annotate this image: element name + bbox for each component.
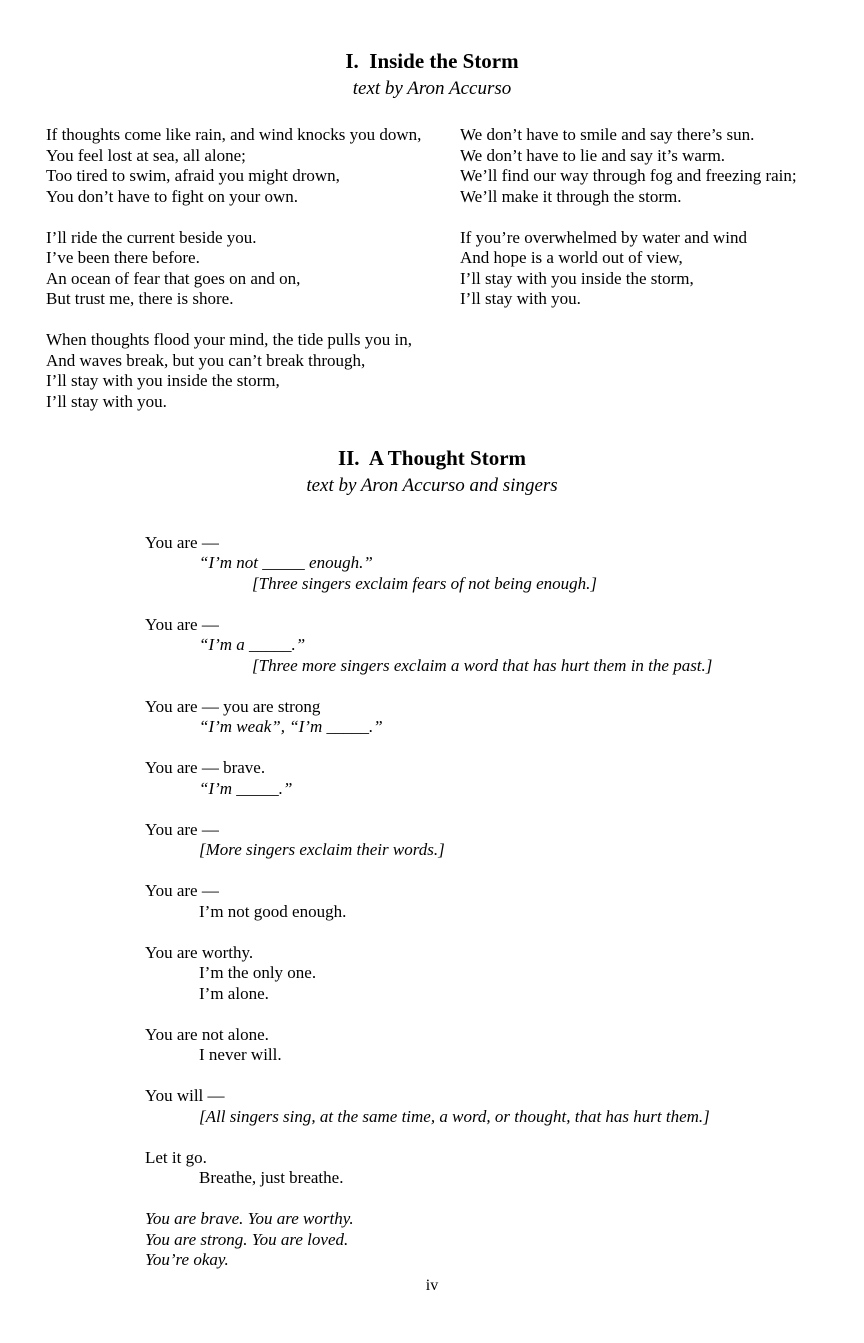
lyric-line: “I’m weak”, “I’m _____.” (199, 717, 383, 736)
lyric-line: You don’t have to fight on your own. (46, 186, 299, 206)
lyric-line: You are — (145, 532, 219, 552)
section2-lyrics (145, 533, 864, 1271)
stanza (460, 125, 864, 207)
lyric-line: Let it go. (145, 1147, 207, 1167)
stage-direction: [More singers exclaim their words.] (199, 840, 445, 859)
lyric-line: We don’t have to smile and say there’s sun. (460, 125, 755, 144)
stage-direction: [Three more singers exclaim a word that has hurt them in the past.] (252, 655, 713, 675)
stanza (460, 228, 864, 310)
lyric-line: You are — you are strong (145, 696, 321, 716)
lyric-line: If you’re overwhelmed by water and wind (460, 227, 748, 247)
section1-title: I. Inside the Storm (345, 49, 519, 73)
lyric-line: You feel lost at sea, all alone; (46, 145, 246, 165)
lyric-line: I’ll stay with you inside the storm, (46, 371, 280, 390)
lyric-line: We’ll find our way through fog and freezing rain; (460, 166, 797, 185)
stanza (145, 1086, 864, 1127)
stanza (145, 1025, 864, 1066)
lyric-line: I’ve been there before. (46, 248, 200, 267)
stanza (145, 758, 864, 799)
stanza (145, 820, 864, 861)
lyric-line: If thoughts come like rain, and wind knocks you down, (46, 125, 422, 144)
lyric-line: You are — brave. (145, 758, 266, 777)
lyric-line: I’ll stay with you. (46, 391, 167, 411)
stanza (145, 1148, 864, 1189)
lyric-line: “I’m _____.” (199, 778, 293, 798)
lyric-line: We don’t have to lie and say it’s warm. (460, 145, 726, 165)
stanza (46, 330, 460, 412)
lyric-line: Breathe, just breathe. (199, 1168, 344, 1187)
lyric-line: You are — (145, 819, 219, 839)
lyric-line: I’ll ride the current beside you. (46, 227, 257, 247)
lyric-line: When thoughts flood your mind, the tide pulls you in, (46, 330, 412, 349)
section1-right-column (460, 125, 864, 433)
stanza (145, 1209, 864, 1271)
section1-lyrics-columns (0, 125, 864, 433)
stanza (145, 943, 864, 1005)
lyric-line: And waves break, but you can’t break through, (46, 350, 366, 370)
lyric-line: You are worthy. (145, 942, 254, 962)
lyric-line: We’ll make it through the storm. (460, 186, 682, 206)
stanza (145, 881, 864, 922)
lyric-line: I never will. (199, 1045, 282, 1064)
section1-left-column (46, 125, 460, 433)
stanza (46, 125, 460, 207)
lyric-line: But trust me, there is shore. (46, 289, 234, 308)
lyric-line: You are — (145, 881, 219, 900)
lyric-line: I’m not good enough. (199, 901, 347, 921)
lyric-line: You’re okay. (145, 1250, 229, 1269)
lyric-line: “I’m not _____ enough.” (199, 553, 373, 572)
lyric-line: I’ll stay with you. (460, 289, 581, 308)
lyric-line: You are not alone. (145, 1024, 269, 1044)
lyric-line: I’m alone. (199, 983, 269, 1003)
section1-subtitle: text by Aron Accurso (352, 78, 512, 99)
lyric-line: I’m the only one. (199, 963, 317, 982)
lyric-line: Too tired to swim, afraid you might drown, (46, 166, 340, 185)
stanza (145, 533, 864, 595)
lyric-line: “I’m a _____.” (199, 635, 306, 654)
lyric-line: I’ll stay with you inside the storm, (460, 268, 694, 288)
lyric-line: And hope is a world out of view, (460, 248, 683, 267)
lyric-line: You are strong. You are loved. (145, 1229, 349, 1249)
section2-subtitle: text by Aron Accurso and singers (306, 474, 558, 496)
stage-direction: [Three singers exclaim fears of not being enough.] (252, 573, 597, 593)
lyric-line: You are — (145, 614, 219, 634)
stanza (46, 228, 460, 310)
section2-title: II. A Thought Storm (337, 445, 527, 470)
lyric-line: You will — (145, 1086, 225, 1105)
stage-direction: [All singers sing, at the same time, a word, or thought, that has hurt them.] (199, 1106, 710, 1126)
stanza (145, 615, 864, 677)
lyric-line: An ocean of fear that goes on and on, (46, 268, 301, 288)
stanza (145, 697, 864, 738)
lyric-line: You are brave. You are worthy. (145, 1209, 354, 1228)
page-number: iv (425, 1277, 439, 1294)
